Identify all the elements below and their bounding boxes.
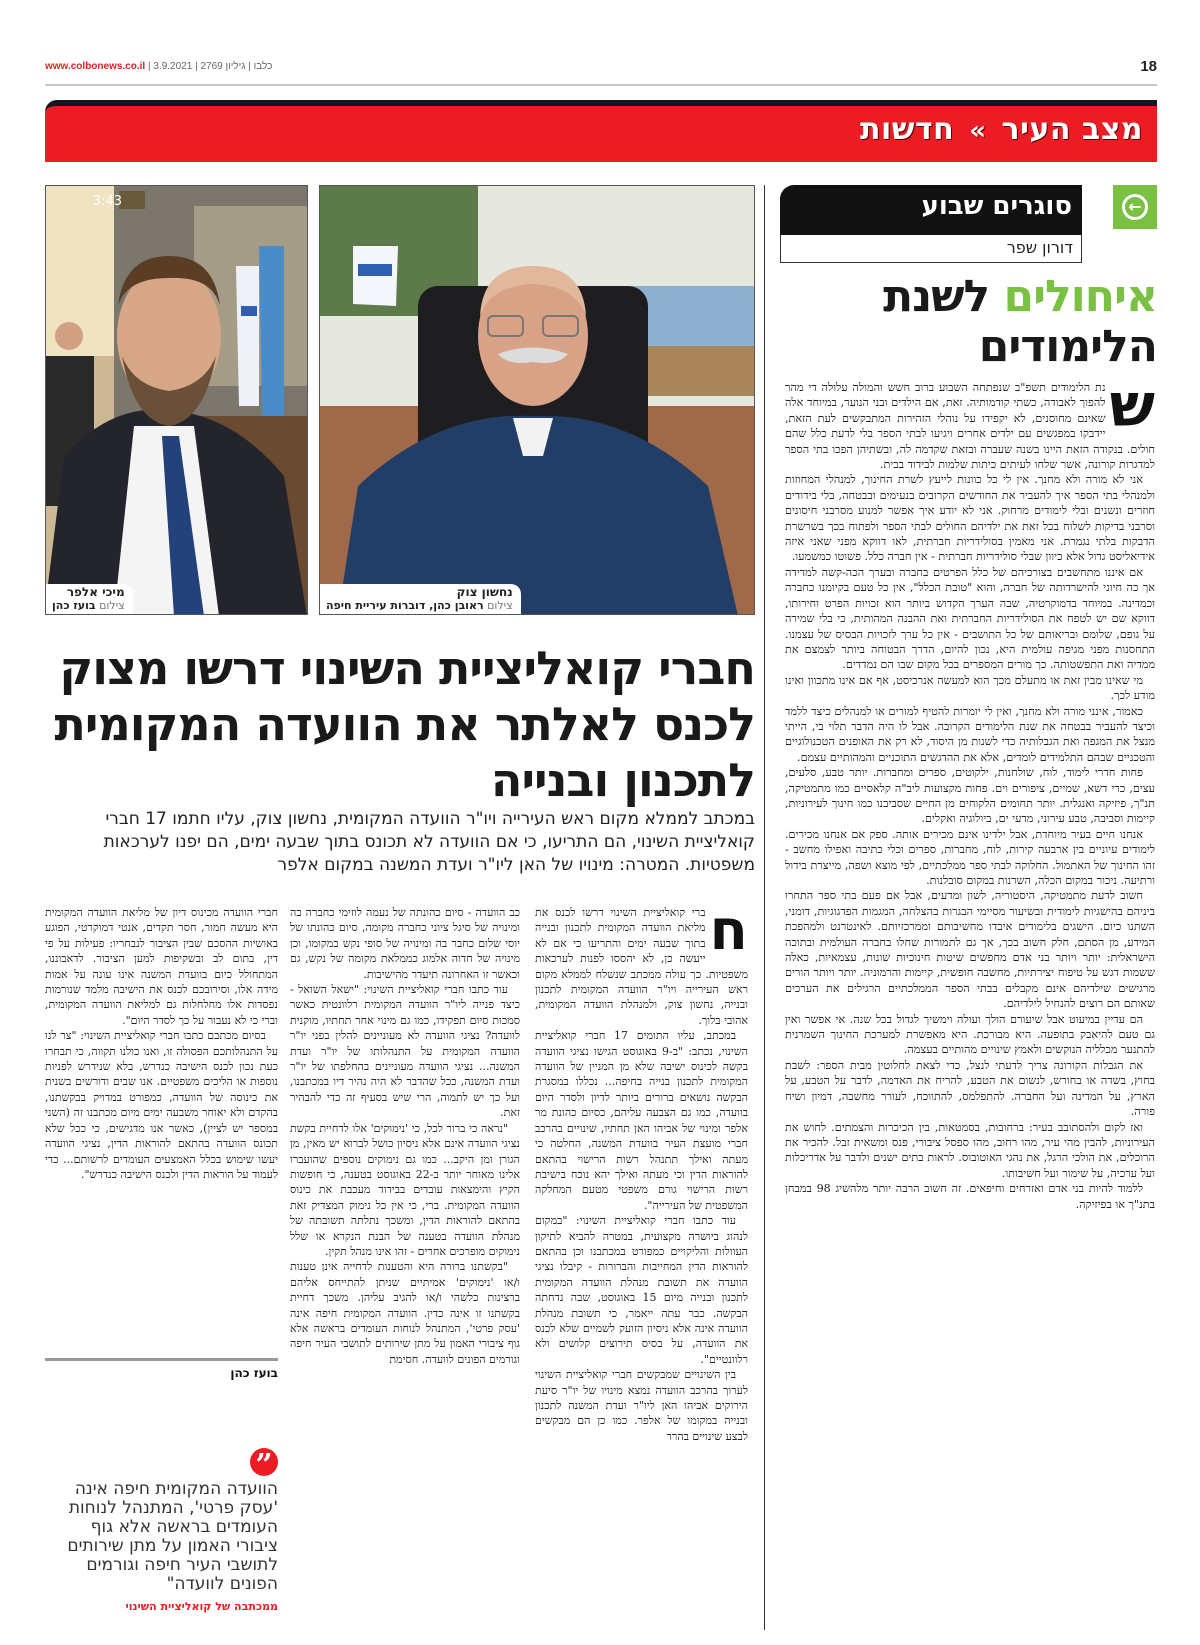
article-column-3 xyxy=(45,905,278,1182)
column-paragraph: אני לא מורה ולא מחנך. אין לי כל כוונות לייעץ לשרת החינוך, למנהלי המחוזות ולמנהלי בתי הספר איך להעביר את החודשים הקרובים בנעימים ובבטחה, בלי בידודים חוזרים ונשנים ובלי לימודים מרחוק. אני לא יודע איך אפשר למנוע מסרבני חיסונים וסרבני בדיקות לשלוח בכל זאת את ילדיהם החולים לבתי הספר ולפתוח בכך בשרשרת הדבקות בלתי נגמרת. אני מאמין בסולידריות חברתית, לאו דווקא מפני שאני איזה אידיאליסט גדול אלא כיוון שבלי סולידריות חברתית - אין חברה כלל. פשוטו כמשמעו. xyxy=(785,473,1155,564)
meta-separator: | xyxy=(245,61,251,72)
column-series-bar xyxy=(780,185,1082,235)
pull-quote-source: ממכתבה של קואליציית השינוי xyxy=(125,1600,278,1613)
section-banner xyxy=(45,100,1157,162)
site-url-link[interactable]: www.colbonews.co.il xyxy=(45,61,146,72)
photo-image xyxy=(319,186,754,615)
column-title-highlight: איחולים xyxy=(1003,271,1157,322)
photo-image xyxy=(45,186,307,615)
subsection-name: חדשות xyxy=(859,112,955,147)
article-paragraph: "נראה כי ברור לכל, כי 'נימוקים' אלו לדחיית בקשת נציגי הוועדה אינם אלא ניסיון כושל לברוא יש מאין, מן הגורן ומן היקב... כמו גם נימוקים נוספים שהועברו אלינו מאוחר יותר ב-22 באוגוסט בטענה, כי חופשות הקיץ והימצאות עובדים בבידוד מעכבת את כינוס הוועדה המקומית. ברי, כי אין כל נימוק המצדיק זאת בהתאם להוראות הדין, ומשכך נתלתה תשובתה של מנהלת הוועדה בטענה של הבנת הנקרא או שלל נימוקים מופרכים אחרים - זהו אינו מנהל תקין. xyxy=(290,1121,520,1258)
article-paragraph: חברי הוועדה מכינוס דיון של מליאת הוועדה המקומית היא מעשה חמור, חסר תקדים, אנטי דמוקרטי, הפוגע באושיות ההסכם שבין הציבור לנבחריו: פעילות על פי דין, בתום לב ובשקיפות למען הציבור. לדאבוננו, המתחולל כיום בוועדת המשנה אינו עונה על אמות מידה אלו, וסירובכם לכנס את הישיבה מלמד שנורמות נפסדות אלו מחלחלות גם למליאת הוועדה המקומית, וברי כי לא נעבור על כך לסדר היום". xyxy=(45,906,278,1027)
drop-cap: ש xyxy=(1109,371,1155,441)
article-byline: בועז כהן xyxy=(230,1366,278,1380)
publication-info xyxy=(45,61,272,72)
article-paragraph: בסיום מכתבם כתבו חברי קואליציית השינוי: "צר לנו על התנהלותכם הפסולה זו, ואנו כולנו תקווה, כי תבחרו כעת נכון לכנס הישיבה כנדרש, בלא שנידרש לפניות נוספות או הליכים משפטיים. אנו שבים ודורשים בשנית את כינוסה של הוועדה, כמפורט במדויק בבקשתנו, בהקדם ולא יאוחר משבעה ימים מיום מכתבנו זה (השני במספר יש לציין), כאשר אנו מדגישים, כי ככל שלא תכונס הוועדה בהתאם להוראות הדין, נציגי הוועדה יעשו שימוש בכלל האמצעים העומדים לרשותם... כדי לעמוד על הוראות הדין ולכנס הישיבה כנדרש". xyxy=(45,1029,278,1181)
column-paragraph: אם איננו מתחשבים בצורכיהם של כלל הפרטים בחברה ובערך הכה-קשה למדידה אך כה חיוני להישרדותה של חברה, והוא "טובת הכלל", אין כל טעם בקיומנו כחברה וכמדינה. במיוחד בדמוקרטיה, שבה הערך הקדוש ביותר הוא זכויות הפרט וחירותו, דווקא שם יש לטפח את הסולידריות החברתית ואת ההבנה המהותית, כי בלי שמירה על גופם, שלומם ובריאותם של כל התושבים - אין כל ערך לזכויות הבסיס של עצמנו. התחסנות מפני מגיפה עולמית היא, נכון להיום, הדרך הבטוחה ביותר לצמצם את ממדיה ואת התפשטותה. כך מורים המספרים בכל מקום שבו הם נמדדים. xyxy=(785,565,1155,672)
meta-separator: | xyxy=(147,61,154,72)
column-paragraph: אנחנו חיים בעיר מיוחדת, אבל ילדינו אינם מכירים אותה. ספק אם אנחנו מכירים. לימודים עיוניים בין ארבעה קירות, לוח, מחברות, ספרים וכלי כתיבה ואפילו מחשב - זהו החינוך של האתמול. החלוקה לבתי ספר ממלכתיים, לפי מוצא ושפה, מייצרת בידול ורתיעה. ניכור במקום הכלה, השרנות במקום סובלנות. xyxy=(785,827,1155,887)
clock-readout: 3:43 xyxy=(92,194,122,209)
column-arrow-badge xyxy=(1113,185,1157,229)
article-subhead: במכתב לממלא מקום ראש העירייה ויו"ר הוועדה המקומית, נחשון צוק, עליו חתמו 17 חברי קואליציית השינוי, הם התריעו, כי אם הוועדה לא תכונס בתוך שבעה ימים, הם יפנו לערכאות משפטיות. המטרה: מינויו של האן ליו"ר ועדת המשנה במקום אלפר xyxy=(103,809,755,875)
column-body xyxy=(785,371,1155,1212)
article-paragraph: כב הוועדה - סיום כהונתה של נעמה לוזימי כחברה בה ומינויה של סיגל ציוני כחברה מקומה, סיום כהונתו של יוסי שלום כחבר בה ומינויה של סופי נקש במקומו, וכן מינויה של חדוה אלמוג כממלאת מקומה של נקש, גם וכאשר זו האחרונה תיעדר מהישיבות. xyxy=(290,906,520,981)
column-paragraph: נת הלימודים תשפ"ב שנפתחה השבוע ברוב חשש והמולה עלולה די מהר להפוך לאבודה, כשתי קודמותיה. זאת, אם הילדים ובני הנוער, במיוחד אלה שאינם מחוסנים, לא יקפידו על נוהלי הזהירות המתבקשים לעת הזאת, יידבקו במפגשים עם ילדים אחרים ויגיעו לבתי הספר בלי לדעת כלל שהם חולים. בנקודה הזאת היינו בשנה שעברה ובזאת שקדמה לה, ובשתיהן הפכו בתי הספר למדגרות קורונה, אשר שלחו לעיתים כיתות שלמות לבידוד בבית. xyxy=(785,381,1155,472)
column-paragraph: חשוב לדעת מתמטיקה, היסטוריה, לשון ומדעים, אבל אם פעם בתי ספר התחרו ביניהם בהישגיות לימודית ובשיעור מסיימי הבגרות בהצלחה, המגמות הפדגוגיות, דומני, השתנו כיום. הישגים בלימודים איבדו מחשיבותם וממרכזיותם. לאינטרנט ולמהפכת המידע, מן הסתם, חלק חשוב בכך, אך גם לתמורות שחלו בחברה העולמית ובתוכה הישראלית: יותר ויותר בני אדם מחפשים שיטות חינוכיות שונות, עצמאיות, כאלה ששמות דגש על טיפוח יצירתיות, מחשבה חופשית, קיימות והרמוניה. יותר ויותר הורים מרגישים שילדיהם אינם מקבלים בבתי הספר הממלכתיים הרגילים את הערכים שאותם הם רוצים להנחיל לילדיהם. xyxy=(785,889,1155,1011)
issue-date: 3.9.2021 xyxy=(153,61,193,72)
photo-nachshon-tsuk xyxy=(319,185,755,615)
quote-marks-icon: ” xyxy=(250,1448,278,1476)
article-paragraph: עוד כתבו חברי קואליציית השינוי: "ישאל השואל - כיצד פנייה ליו"ר הוועדה המקומית רלוונטית כאשר סמכות סיום תפקידו, כמו גם מינוי אחר תחתיו, מוקנית לוועדה? נציגי הוועדה לא מעוניינים להלין בפני יו"ר הוועדה המקומית על התנהלותו של יו"ר ועדת המשנה... נציגי הוועדה מעוניינים בהחלפתו של יו"ר ועדת המשנה, ככל שהדבר לא היה נהיר דיו במכתבנו, ועל כך יש לתמוה, הרי שיש בסעיף זה כדי להבהיר זאת. xyxy=(290,983,520,1120)
caption-photographer: בועז כהן xyxy=(52,599,96,612)
article-headline: חברי קואליציית השינוי דרשו מצוק לכנס לאלתר את הוועדה המקומית לתכנון ובנייה xyxy=(54,641,755,807)
column-title-rest: לשנת הלימודים xyxy=(883,271,1157,372)
caption-subject-name: נחשון צוק xyxy=(456,585,513,599)
article-paragraph: בין השינויים שמבקשים חברי קואליציית השינוי לערוך בהרכב הוועדה נמצא מינויו של יו"ר סיעת הירוקים אביהו האן ליו"ר ועדת המשנה לתכנון ובנייה במקומו של אלפר. כמו כן הם מבקשים לבצע שינויים בהרר xyxy=(535,1368,748,1443)
caption-credit-label: צילום xyxy=(487,599,513,612)
section-title xyxy=(860,112,1143,147)
column-author: דורון שפר xyxy=(1006,238,1073,257)
column-divider xyxy=(764,185,765,1630)
caption-subject-name: מיכי אלפר xyxy=(66,585,125,599)
page-number: 18 xyxy=(1140,58,1157,75)
photo-caption xyxy=(46,584,133,614)
column-paragraph: את הגבלות הקורונה צריך לדעתי לנצל, כדי לצאת לחלוטין מבית הספר: לשבת בחוץ, בשדה או בחורש, לנשום את הטבע, להריח את האדמה, לדבר על הטבע, על הארץ, על המדינה ועל החברה. להתפלמס, להתווכח, לעורר מחשבה, דמיון ושיח פורה. xyxy=(785,1058,1155,1119)
column-title xyxy=(780,272,1157,372)
page-meta-strip xyxy=(45,58,1157,80)
article-paragraph: ברי קואליציית השינוי דרשו לכנס את מליאת הוועדה המקומית לתכנון ובנייה בתוך שבעה ימים והתריעו כי אם לא ייעשה כן, לא יהססו לפנות לערכאות משפטיות. כך עולה ממכתב שנשלח לממלא מקום ראש העירייה ויו"ר הוועדה המקומית לתכנון ובנייה, נחשון צוק, ולמנהלת הוועדה המקומית, אהובי בלוך. xyxy=(535,906,748,1027)
publication-name: כלבו xyxy=(253,61,273,72)
article-paragraph: במכתב, עליו התומים 17 חברי קואליציית השינוי, נכתב: "ב-9 באוגוסט הגישו נציגי הוועדה בקשה לכינוס ישיבה שלא מן המניין של הוועדה המקומית לתכנון בנייה בחיפה... נכללו במסגרת הבקשה נושאים ברורים ביותר לדיון ולסדר היום בוועדה, כמו גם הצבעה עליהם, כסיום כהונת מר אלפר ומינוי של אביהו האן תחתיו, שינויים בהרכב חברי מועצת העיר בוועדת המשנה, החלטה כי מעתה ואילך תתנהל רשות הרישוי בהתאם להוראות הדין וכי מעתה ואילך יהא נוכח בישיבת רשות הרישוי גורם משפטי מטעם המחלקה המשפטית של העירייה". xyxy=(535,1029,748,1212)
byline-divider xyxy=(45,1358,278,1361)
section-name: מצב העיר xyxy=(1001,112,1143,147)
article-column-1 xyxy=(535,898,748,1444)
issue-number: גיליון 2769 xyxy=(200,61,246,72)
drop-cap: ח xyxy=(709,898,748,963)
column-series-title: סוגרים שבוע xyxy=(921,191,1072,221)
column-author-box xyxy=(780,235,1082,263)
article-paragraph: "בקשתנו ברורה היא והטענות לדחייה אינן טענות ו/או 'נימוקים' אמיתיים שניתן להתייחס אליהם ברצינות כלשהי ו/או להגיב עליהן. משכך דחיית בקשתנו זו אינה כדין. הוועדה המקומית חיפה אינה 'עסק פרטי', המתנהל לנוחות העומדים בראשה אלא גוף ציבורי האמון על מתן שירותים לתושבי העיר חיפה וגורמים הפונים לוועדה. חסימת xyxy=(290,1260,520,1366)
column-paragraph: מי שאינו מבין זאת או מתעלם מכך הוא למעשה אנרכיסט, אף אם אינו מתכוון ואינו מודע לכך. xyxy=(785,673,1155,703)
caption-credit xyxy=(52,599,125,612)
photo-miki-alfer xyxy=(45,185,308,615)
caption-credit xyxy=(326,599,513,612)
column-paragraph: פחות חדרי לימוד, לוח, שולחנות, ילקוטים, ספרים ומחברות. יותר טבע, סלעים, עצים, כרי דשא, שמיים, ציפורים וים. פחות מקצועות ליב"ה קלאסיים כמו מתמטיקה, תנ"ך, פיזיקה ואנגלית. יותר תחומים הלקוחים מן החיים שסביבנו כמו חינוך לעירוניות, קיימות וסביבה, טבע עירוני, מדעי ים, ביולוגיה ואקלים. xyxy=(785,766,1155,826)
arrow-left-icon: ← xyxy=(1122,194,1148,220)
column-paragraph: הם עדיין במיעוט אבל שיעורם הולך ועולה וימשיך לגדול בכל שנה. אי אפשר ואין גם טעם להיאבק בתופעה. היא מבורכת. היא מאפשרת למערכת החינוך השמרנית להתנער מכלליה הנוקשים ולאמץ שינויים מהותיים בעצמה. xyxy=(785,1012,1155,1057)
article-column-2 xyxy=(290,905,520,1367)
meta-separator: | xyxy=(192,61,198,72)
column-paragraph: ללמוד להיות בני אדם ואזרחים וחיפאים. זה חשוב הרבה יותר מלהשיג 98 במבחן בתנ"ך או בפיזיקה. xyxy=(785,1182,1155,1211)
article-paragraph: עוד כתבו חברי קואליציית השינוי: "במקום לנהוג ביושרה מקצועית, במטרה להביא לתיקון העוולות והליקויים כמפורט במכתבנו וכן בהתאם להוראות הדין המחייבות והברורות - קיבלו נציגי הוועדה את תשובת מנהלת הוועדה המקומית לתכנון ובנייה מיום 15 באוגוסט, שבה נדחתה הבקשה. כבר עתה ייאמר, כי תשובת מנהלת הוועדה אינה אלא ניסיון הזועק לשמיים שלא לכנס את הוועדה, על בסיס תירוצים קלושים ולא רלוונטיים". xyxy=(535,1214,748,1366)
photo-caption xyxy=(320,584,521,614)
column-paragraph: כאמור, אינני מורה ולא מחנך, ואין לי יומרות להטיף למורים או למנהלים כיצד ללמד וכיצד להעביר בבטחה את שנת הלימודים הקרובה. אבל לו היה הדבר תלוי בי, הייתי מנצל את המגפה ואת הגבלותיה כדי לשנות מן היסוד, לא רק את האופנים הטכנולוגיים והטכניים שבהם התלמידים לומדים, אלא את ההדגשים התוכניים והמהותיים עצמם. xyxy=(785,704,1155,764)
pull-quote-text: הוועדה המקומית חיפה אינה 'עסק פרטי', המתנהל לנוחות העומדים בראשה אלא גוף ציבורי האמון על מתן שירותים לתושבי העיר חיפה וגורמים הפונים לוועדה" xyxy=(67,1479,278,1594)
column-paragraph: ואז לקום ולהסתובב בעיר: ברחובות, בסמטאות, בין הכיכרות והצמתים. לחוש את העירוניות, להבין מהי עיר, מהו רחוב, מהו ספסל ציבורי, פנס ומשאית זבל. להכיר את הרוכלים, את הולכי הרגל, את נהגי האוטובוס. לראות בתים ישנים ולדבר על אדריכלות ועל ערכיה, על שימור ועל חשיבותו. xyxy=(785,1120,1155,1180)
caption-photographer: ראובן כהן, דוברות עיריית חיפה xyxy=(326,599,484,612)
opinion-column-header xyxy=(780,185,1157,267)
header-divider xyxy=(45,84,1157,86)
caption-credit-label: צילום xyxy=(99,599,125,612)
double-chevron-icon: » xyxy=(969,116,987,146)
